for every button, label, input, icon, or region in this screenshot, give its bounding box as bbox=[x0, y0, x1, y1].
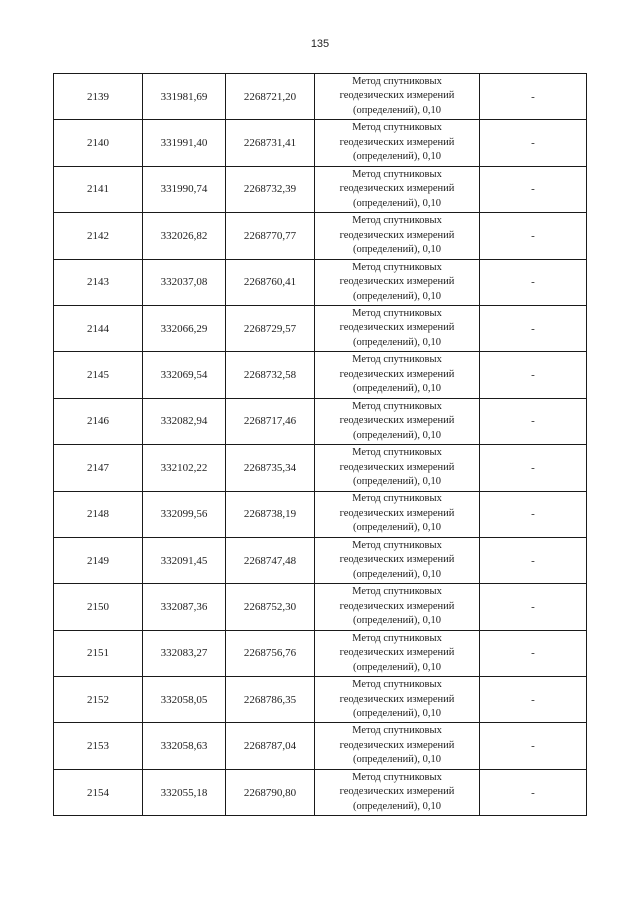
method-cell bbox=[315, 305, 480, 351]
method-line: Метод спутниковых bbox=[352, 75, 442, 87]
note-cell: - bbox=[480, 723, 587, 769]
x-coordinate-cell: 331981,69 bbox=[143, 74, 226, 120]
point-number-cell: 2154 bbox=[54, 769, 143, 815]
y-coordinate-cell: 2268729,57 bbox=[226, 305, 315, 351]
note-cell: - bbox=[480, 398, 587, 444]
method-line: Метод спутниковых bbox=[352, 168, 442, 180]
y-coordinate-cell: 2268731,41 bbox=[226, 120, 315, 166]
method-line: (определений), 0,10 bbox=[352, 708, 442, 720]
method-line: геодезических измерений bbox=[339, 554, 455, 566]
method-cell bbox=[315, 445, 480, 491]
x-coordinate-cell: 332069,54 bbox=[143, 352, 226, 398]
y-coordinate-cell: 2268770,77 bbox=[226, 213, 315, 259]
table-row bbox=[54, 584, 587, 630]
point-number-cell: 2146 bbox=[54, 398, 143, 444]
y-coordinate-cell: 2268732,39 bbox=[226, 166, 315, 212]
note-cell: - bbox=[480, 120, 587, 166]
x-coordinate-cell: 332026,82 bbox=[143, 213, 226, 259]
method-line: геодезических измерений bbox=[339, 183, 455, 195]
y-coordinate-cell: 2268738,19 bbox=[226, 491, 315, 537]
x-coordinate-cell: 332058,05 bbox=[143, 677, 226, 723]
y-coordinate-cell: 2268790,80 bbox=[226, 769, 315, 815]
method-line: геодезических измерений bbox=[339, 415, 455, 427]
method-line: Метод спутниковых bbox=[352, 354, 442, 366]
y-coordinate-cell: 2268732,58 bbox=[226, 352, 315, 398]
method-line: (определений), 0,10 bbox=[352, 336, 442, 348]
method-line: (определений), 0,10 bbox=[352, 615, 442, 627]
method-line: (определений), 0,10 bbox=[352, 383, 442, 395]
method-cell bbox=[315, 630, 480, 676]
method-line: (определений), 0,10 bbox=[352, 800, 442, 812]
method-line: (определений), 0,10 bbox=[352, 104, 442, 116]
x-coordinate-cell: 332087,36 bbox=[143, 584, 226, 630]
method-line: геодезических измерений bbox=[339, 647, 455, 659]
method-cell bbox=[315, 213, 480, 259]
x-coordinate-cell: 332066,29 bbox=[143, 305, 226, 351]
note-cell: - bbox=[480, 74, 587, 120]
note-cell: - bbox=[480, 769, 587, 815]
method-line: Метод спутниковых bbox=[352, 586, 442, 598]
point-number-cell: 2153 bbox=[54, 723, 143, 769]
method-line: геодезических измерений bbox=[339, 507, 455, 519]
note-cell: - bbox=[480, 213, 587, 259]
point-number-cell: 2152 bbox=[54, 677, 143, 723]
method-cell bbox=[315, 584, 480, 630]
x-coordinate-cell: 332058,63 bbox=[143, 723, 226, 769]
note-cell: - bbox=[480, 445, 587, 491]
method-line: Метод спутниковых bbox=[352, 771, 442, 783]
method-line: (определений), 0,10 bbox=[352, 522, 442, 534]
point-number-cell: 2139 bbox=[54, 74, 143, 120]
method-line: Метод спутниковых bbox=[352, 632, 442, 644]
method-line: геодезических измерений bbox=[339, 90, 455, 102]
method-line: (определений), 0,10 bbox=[352, 244, 442, 256]
table-row bbox=[54, 305, 587, 351]
coordinates-table-body bbox=[54, 74, 587, 816]
y-coordinate-cell: 2268760,41 bbox=[226, 259, 315, 305]
method-line: геодезических измерений bbox=[339, 461, 455, 473]
method-line: геодезических измерений bbox=[339, 693, 455, 705]
x-coordinate-cell: 332055,18 bbox=[143, 769, 226, 815]
x-coordinate-cell: 332083,27 bbox=[143, 630, 226, 676]
y-coordinate-cell: 2268735,34 bbox=[226, 445, 315, 491]
table-row bbox=[54, 491, 587, 537]
note-cell: - bbox=[480, 166, 587, 212]
method-line: геодезических измерений bbox=[339, 600, 455, 612]
y-coordinate-cell: 2268717,46 bbox=[226, 398, 315, 444]
table-row bbox=[54, 213, 587, 259]
method-line: (определений), 0,10 bbox=[352, 754, 442, 766]
method-line: Метод спутниковых bbox=[352, 493, 442, 505]
y-coordinate-cell: 2268752,30 bbox=[226, 584, 315, 630]
method-line: геодезических измерений bbox=[339, 229, 455, 241]
table-row bbox=[54, 74, 587, 120]
table-row bbox=[54, 537, 587, 583]
method-line: (определений), 0,10 bbox=[352, 661, 442, 673]
table-row bbox=[54, 352, 587, 398]
note-cell: - bbox=[480, 491, 587, 537]
method-line: Метод спутниковых bbox=[352, 261, 442, 273]
x-coordinate-cell: 331991,40 bbox=[143, 120, 226, 166]
table-row bbox=[54, 769, 587, 815]
point-number-cell: 2149 bbox=[54, 537, 143, 583]
note-cell: - bbox=[480, 305, 587, 351]
point-number-cell: 2148 bbox=[54, 491, 143, 537]
point-number-cell: 2143 bbox=[54, 259, 143, 305]
x-coordinate-cell: 332099,56 bbox=[143, 491, 226, 537]
method-line: Метод спутниковых bbox=[352, 447, 442, 459]
y-coordinate-cell: 2268786,35 bbox=[226, 677, 315, 723]
method-line: Метод спутниковых bbox=[352, 122, 442, 134]
method-cell bbox=[315, 769, 480, 815]
table-row bbox=[54, 166, 587, 212]
point-number-cell: 2150 bbox=[54, 584, 143, 630]
point-number-cell: 2140 bbox=[54, 120, 143, 166]
method-cell bbox=[315, 537, 480, 583]
point-number-cell: 2142 bbox=[54, 213, 143, 259]
page-number: 135 bbox=[310, 38, 330, 50]
table-row bbox=[54, 723, 587, 769]
method-cell bbox=[315, 120, 480, 166]
method-cell bbox=[315, 74, 480, 120]
point-number-cell: 2145 bbox=[54, 352, 143, 398]
y-coordinate-cell: 2268756,76 bbox=[226, 630, 315, 676]
method-line: геодезических измерений bbox=[339, 136, 455, 148]
method-cell bbox=[315, 259, 480, 305]
method-line: (определений), 0,10 bbox=[352, 476, 442, 488]
method-line: геодезических измерений bbox=[339, 739, 455, 751]
y-coordinate-cell: 2268721,20 bbox=[226, 74, 315, 120]
x-coordinate-cell: 332037,08 bbox=[143, 259, 226, 305]
method-cell bbox=[315, 352, 480, 398]
point-number-cell: 2144 bbox=[54, 305, 143, 351]
x-coordinate-cell: 332091,45 bbox=[143, 537, 226, 583]
point-number-cell: 2151 bbox=[54, 630, 143, 676]
method-cell bbox=[315, 723, 480, 769]
note-cell: - bbox=[480, 537, 587, 583]
table-row bbox=[54, 120, 587, 166]
point-number-cell: 2141 bbox=[54, 166, 143, 212]
method-line: (определений), 0,10 bbox=[352, 429, 442, 441]
note-cell: - bbox=[480, 259, 587, 305]
method-cell bbox=[315, 491, 480, 537]
method-line: геодезических измерений bbox=[339, 786, 455, 798]
point-number-cell: 2147 bbox=[54, 445, 143, 491]
x-coordinate-cell: 332082,94 bbox=[143, 398, 226, 444]
table-row bbox=[54, 259, 587, 305]
method-line: геодезических измерений bbox=[339, 322, 455, 334]
method-line: Метод спутниковых bbox=[352, 215, 442, 227]
method-line: (определений), 0,10 bbox=[352, 151, 442, 163]
y-coordinate-cell: 2268747,48 bbox=[226, 537, 315, 583]
method-line: Метод спутниковых bbox=[352, 679, 442, 691]
method-line: (определений), 0,10 bbox=[352, 290, 442, 302]
method-line: (определений), 0,10 bbox=[352, 197, 442, 209]
x-coordinate-cell: 332102,22 bbox=[143, 445, 226, 491]
method-line: Метод спутниковых bbox=[352, 307, 442, 319]
table-row bbox=[54, 630, 587, 676]
method-line: (определений), 0,10 bbox=[352, 568, 442, 580]
method-line: Метод спутниковых bbox=[352, 400, 442, 412]
note-cell: - bbox=[480, 584, 587, 630]
table-row bbox=[54, 445, 587, 491]
note-cell: - bbox=[480, 352, 587, 398]
coordinates-table bbox=[53, 73, 587, 816]
method-line: геодезических измерений bbox=[339, 276, 455, 287]
note-cell: - bbox=[480, 677, 587, 723]
method-line: Метод спутниковых bbox=[352, 539, 442, 551]
table-row bbox=[54, 398, 587, 444]
method-cell bbox=[315, 677, 480, 723]
method-line: геодезических измерений bbox=[339, 368, 455, 380]
method-cell bbox=[315, 166, 480, 212]
method-line: Метод спутниковых bbox=[352, 725, 442, 737]
y-coordinate-cell: 2268787,04 bbox=[226, 723, 315, 769]
table-row bbox=[54, 677, 587, 723]
method-cell bbox=[315, 398, 480, 444]
note-cell: - bbox=[480, 630, 587, 676]
x-coordinate-cell: 331990,74 bbox=[143, 166, 226, 212]
